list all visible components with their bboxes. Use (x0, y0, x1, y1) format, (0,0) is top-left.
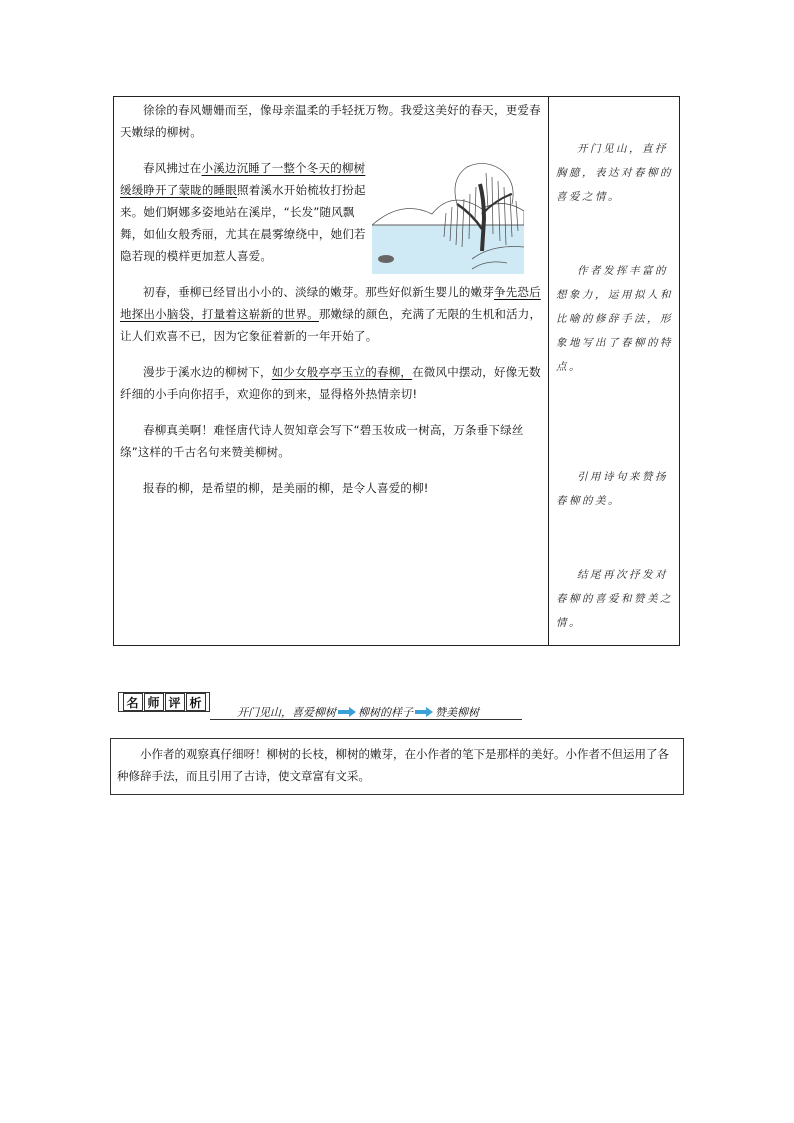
side-note-1-text: 开门见山，直抒胸臆，表达对春柳的喜爱之情。 (556, 143, 673, 203)
badge-char-3: 评 (165, 693, 185, 711)
flow-step-1: 开门见山，喜爱柳树 (237, 706, 336, 719)
paragraph-4 (120, 361, 544, 405)
side-note-1 (556, 137, 674, 209)
paragraph-5: 春柳真美啊！难怪唐代诗人贺知章会写下“碧玉妆成一树高，万条垂下绿丝绦”这样的千古名句来赞美柳树。 (120, 423, 524, 459)
p2-underlined: 小溪边沉睡了一整个冬天的柳树缓缓睁开了蒙眬的睡眼 (120, 161, 366, 197)
review-box (110, 738, 684, 795)
flow-step-3: 赞美柳树 (435, 706, 479, 719)
column-divider (548, 97, 549, 645)
side-note-4 (556, 563, 674, 635)
p2-text-a: 春风拂过在 (143, 161, 202, 175)
essay-table (113, 96, 680, 646)
flow-step-2: 柳树的样子 (358, 706, 413, 719)
p4-text-b: 在微风中摆动，好像无数纤细的小手向你招手，欢迎你的到来，显得格外热情亲切! (120, 365, 541, 401)
paragraph-6: 报春的柳，是希望的柳，是美丽的柳，是令人喜爱的柳! (143, 481, 429, 495)
paragraph-2 (120, 157, 368, 267)
p3-underlined: 争先恐后地探出小脑袋，打量着这崭新的世界。 (120, 285, 541, 321)
badge-char-2: 师 (144, 693, 164, 711)
side-note-4-text: 结尾再次抒发对春柳的喜爱和赞美之情。 (556, 569, 673, 629)
p3-text-a: 初春，垂柳已经冒出小小的、淡绿的嫩芽。那些好似新生婴儿的嫩芽 (143, 285, 494, 299)
side-note-3-text: 引用诗句来赞扬春柳的美。 (556, 471, 668, 507)
p3-text-b: 那嫩绿的颜色，充满了无限的生机和活力，让人们欢喜不已，因为它象征着新的一年开始了。 (120, 307, 542, 343)
side-note-2 (556, 259, 674, 379)
willow-illustration (372, 159, 524, 274)
review-badge (118, 692, 210, 712)
side-note-3 (556, 465, 674, 513)
arrow-right-icon (338, 707, 356, 717)
paragraph-1: 徐徐的春风姗姗而至，像母亲温柔的手轻抚万物。我爱这美好的春天，更爱春天嫩绿的柳树。 (120, 103, 541, 139)
badge-char-1: 名 (123, 693, 143, 711)
essay-body (120, 97, 544, 499)
review-flow (237, 704, 479, 720)
badge-char-4: 析 (186, 693, 206, 711)
side-note-2-text: 作者发挥丰富的想象力，运用拟人和比喻的修辞手法，形象地写出了春柳的特点。 (556, 265, 673, 373)
review-text: 小作者的观察真仔细呀！柳树的长枝，柳树的嫩芽，在小作者的笔下是那样的美好。小作者不但运用了各种修辞手法，而且引用了古诗，使文章富有文采。 (117, 747, 669, 783)
p4-text-a: 漫步于溪水边的柳树下， (143, 365, 272, 379)
p2-text-b: 照着溪水开始梳妆打扮起来。她们婀娜多姿地站在溪岸，“长发”随风飘舞，如仙女般秀丽，尤其在晨雾缭绕中，她们若隐若现的模样更加惹人喜爱。 (120, 183, 366, 263)
paragraph-3 (120, 281, 544, 347)
p4-underlined: 如少女般亭亭玉立的春柳， (271, 365, 413, 379)
arrow-right-icon (415, 707, 433, 717)
